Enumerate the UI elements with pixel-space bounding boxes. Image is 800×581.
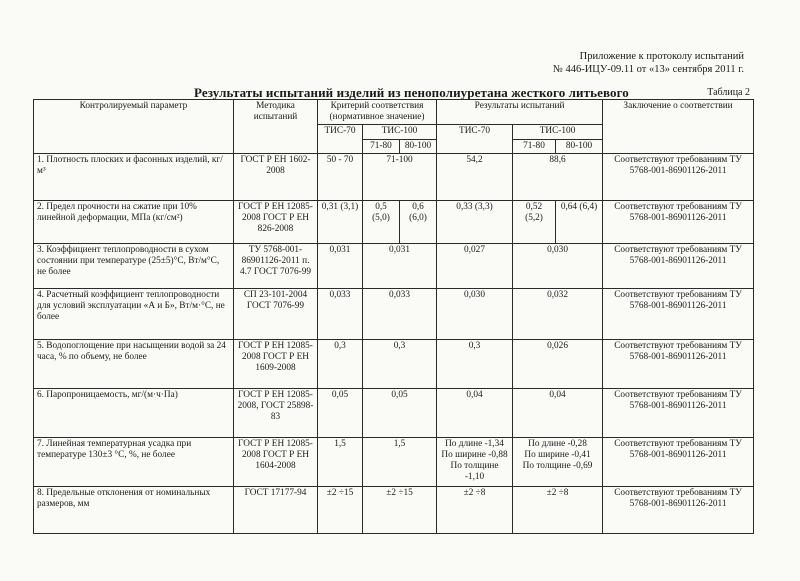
res-tis70-header: ТИС-70 — [437, 125, 513, 153]
table-row — [34, 243, 754, 288]
result-tis70-cell: ±2 ÷8 — [437, 486, 513, 533]
conclusion-cell: Соответствуют требованиям ТУ 5768-001-86901126-2011 — [603, 200, 754, 243]
criterion-80-100-cell: 0,6 (6,0) — [400, 200, 437, 243]
col-header-criterion: Критерий соответствия (нормативное значение) — [318, 100, 437, 125]
result-line: По длине -0,28 — [528, 438, 587, 449]
result-line: По толщине -0,69 — [522, 461, 593, 472]
criterion-71-80-cell: 0,5 (5,0) — [363, 200, 400, 243]
criterion-tis100-cell: 0,031 — [363, 243, 437, 288]
conclusion-cell: Соответствуют требованиям ТУ 5768-001-86901126-2011 — [603, 288, 754, 339]
param-cell: 7. Линейная температурная усадка при температуре 130±3 °С, %, не более — [34, 437, 234, 486]
method-cell: ГОСТ Р ЕН 1602-2008 — [234, 153, 318, 200]
col-header-results: Результаты испытаний — [437, 100, 603, 125]
criterion-tis70-cell: 50 - 70 — [318, 153, 363, 200]
crit-sub-80-100: 80-100 — [400, 139, 437, 153]
header-row-1 — [34, 100, 754, 125]
result-line: По толщине -1,10 — [450, 461, 499, 483]
result-line: По ширине -0,88 — [441, 450, 508, 461]
result-line: По длине -1,34 — [445, 438, 504, 449]
col-header-conclusion: Заключение о соответствии — [603, 100, 754, 154]
result-tis70-cell — [437, 437, 513, 486]
result-tis100-cell: 0,030 — [513, 243, 603, 288]
col-header-method: Методика испытаний — [234, 100, 318, 154]
table-row — [34, 339, 754, 388]
protocol-line-1: Приложение к протоколу испытаний — [579, 51, 744, 62]
criterion-tis100-cell: 0,3 — [363, 339, 437, 388]
criterion-tis70-cell: 0,031 — [318, 243, 363, 288]
protocol-line-2: № 446-ИЦУ-09.11 от «13» сентября 2011 г. — [552, 64, 744, 75]
param-cell: 8. Предельные отклонения от номинальных размеров, мм — [34, 486, 234, 533]
table-row — [34, 288, 754, 339]
criterion-tis70-cell: 1,5 — [318, 437, 363, 486]
result-tis70-cell: 0,04 — [437, 388, 513, 437]
criterion-tis70-cell: ±2 ÷15 — [318, 486, 363, 533]
protocol-reference — [553, 50, 744, 76]
result-tis70-cell: 0,027 — [437, 243, 513, 288]
method-cell: ГОСТ Р ЕН 12085-2008 ГОСТ Р ЕН 1604-2008 — [234, 437, 318, 486]
table-row — [34, 200, 754, 243]
crit-tis100-header: ТИС-100 — [363, 125, 437, 139]
criterion-tis100-cell: ±2 ÷15 — [363, 486, 437, 533]
result-tis70-cell: 0,3 — [437, 339, 513, 388]
res-sub-71-80: 71-80 — [513, 139, 556, 153]
result-tis70-cell: 0,030 — [437, 288, 513, 339]
result-tis100-cell: 0,032 — [513, 288, 603, 339]
crit-sub-71-80: 71-80 — [363, 139, 400, 153]
result-tis100-cell: ±2 ÷8 — [513, 486, 603, 533]
document-title: Результаты испытаний изделий из пенополиуретана жесткого литьевого — [194, 85, 629, 100]
method-cell: ГОСТ Р ЕН 12085-2008, ГОСТ 25898-83 — [234, 388, 318, 437]
param-cell: 1. Плотность плоских и фасонных изделий, кг/м³ — [34, 153, 234, 200]
result-tis70-cell: 54,2 — [437, 153, 513, 200]
method-cell: ГОСТ Р ЕН 12085-2008 ГОСТ Р ЕН 1609-2008 — [234, 339, 318, 388]
param-cell: 4. Расчетный коэффициент теплопроводности для условий эксплуатации «А и Б», Вт/м·°С, не более — [34, 288, 234, 339]
criterion-tis100-cell: 0,05 — [363, 388, 437, 437]
conclusion-cell: Соответствуют требованиям ТУ 5768-001-86901126-2011 — [603, 339, 754, 388]
result-tis100-cell — [513, 437, 603, 486]
col-header-param: Контролируемый параметр — [34, 100, 234, 154]
method-cell: ГОСТ Р ЕН 12085-2008 ГОСТ Р ЕН 826-2008 — [234, 200, 318, 243]
crit-tis70-header: ТИС-70 — [318, 125, 363, 153]
table-row — [34, 388, 754, 437]
table-label: Таблица 2 — [707, 87, 750, 98]
criterion-tis70-cell: 0,05 — [318, 388, 363, 437]
result-line: По ширине -0,41 — [524, 450, 591, 461]
result-71-80-cell: 0,52 (5,2) — [513, 200, 556, 243]
res-tis100-header: ТИС-100 — [513, 125, 603, 139]
table-row — [34, 153, 754, 200]
param-cell: 6. Паропроницаемость, мг/(м·ч·Па) — [34, 388, 234, 437]
criterion-tis100-cell: 0,033 — [363, 288, 437, 339]
table-row — [34, 486, 754, 533]
conclusion-cell: Соответствуют требованиям ТУ 5768-001-86901126-2011 — [603, 437, 754, 486]
conclusion-cell: Соответствуют требованиям ТУ 5768-001-86901126-2011 — [603, 153, 754, 200]
conclusion-cell: Соответствуют требованиям ТУ 5768-001-86901126-2011 — [603, 388, 754, 437]
method-cell: СП 23-101-2004 ГОСТ 7076-99 — [234, 288, 318, 339]
param-cell: 2. Предел прочности на сжатие при 10% линейной деформации, МПа (кг/см²) — [34, 200, 234, 243]
method-cell: ГОСТ 17177-94 — [234, 486, 318, 533]
criterion-tis70-cell: 0,3 — [318, 339, 363, 388]
results-table — [33, 99, 754, 534]
result-tis70-cell: 0,33 (3,3) — [437, 200, 513, 243]
res-sub-80-100: 80-100 — [556, 139, 603, 153]
criterion-tis100-cell: 1,5 — [363, 437, 437, 486]
table-row — [34, 437, 754, 486]
method-cell: ТУ 5768-001-86901126-2011 п. 4.7 ГОСТ 7076-99 — [234, 243, 318, 288]
result-tis100-cell: 88,6 — [513, 153, 603, 200]
criterion-tis70-cell: 0,033 — [318, 288, 363, 339]
conclusion-cell: Соответствуют требованиям ТУ 5768-001-86901126-2011 — [603, 243, 754, 288]
param-cell: 5. Водопоглощение при насыщении водой за 24 часа, % по объему, не более — [34, 339, 234, 388]
result-80-100-cell: 0,64 (6,4) — [556, 200, 603, 243]
result-tis100-cell: 0,04 — [513, 388, 603, 437]
criterion-tis70-cell: 0,31 (3,1) — [318, 200, 363, 243]
criterion-tis100-cell: 71-100 — [363, 153, 437, 200]
param-cell: 3. Коэффициент теплопроводности в сухом состоянии при температуре (25±5)°С, Вт/м°С, не более — [34, 243, 234, 288]
result-tis100-cell: 0,026 — [513, 339, 603, 388]
conclusion-cell: Соответствуют требованиям ТУ 5768-001-86901126-2011 — [603, 486, 754, 533]
